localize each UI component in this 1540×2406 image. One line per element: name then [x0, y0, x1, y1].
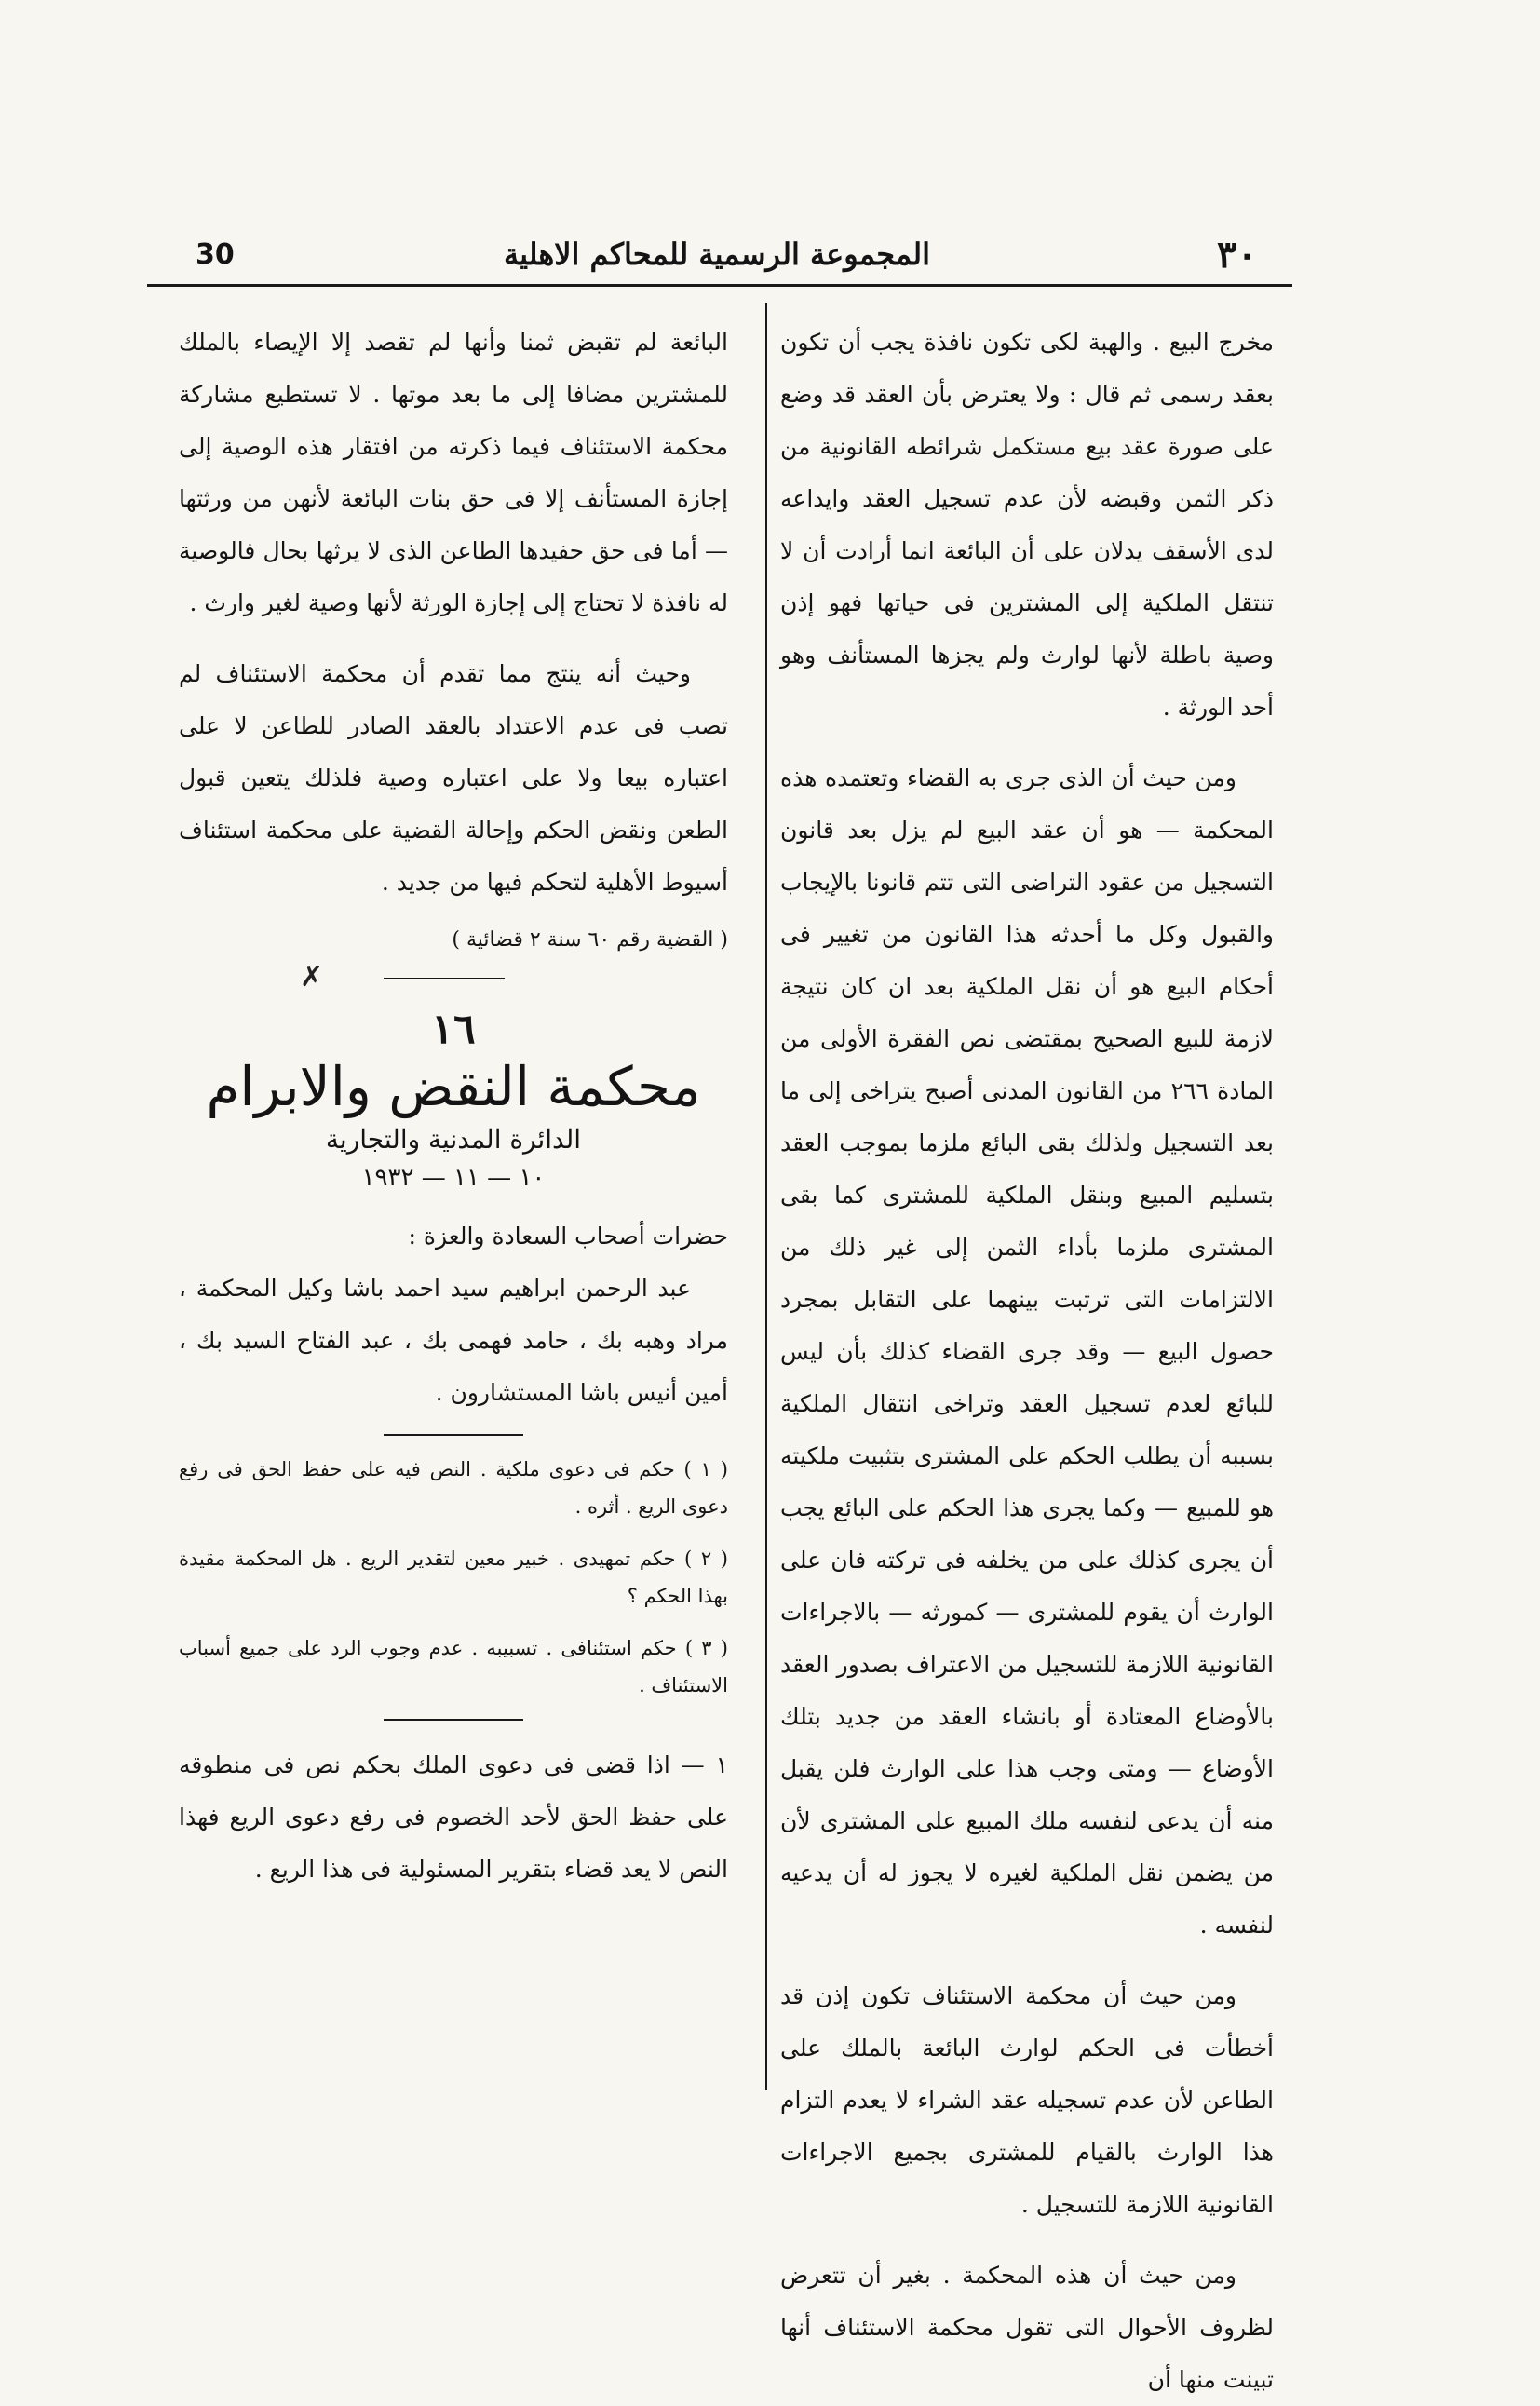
right-column [780, 317, 1274, 2406]
right-paragraph-4: ومن حيث أن هذه المحكمة . بغير أن تتعرض لظروف الأحوال التى تقول محكمة الاستئناف أنها تبينت منها أن [780, 2262, 1274, 2393]
separator-line [384, 978, 505, 980]
right-paragraph-3: ومن حيث أن محكمة الاستئناف تكون إذن قد أخطأت فى الحكم لوارث البائعة بالملك على الطاعن لأن عدم تسجيله عقد الشراء لا يعدم التزام هذا الوارث بالقيام للمشترى بجميع الاجراءات القانونية اللازمة للتسجيل . [780, 1982, 1274, 2218]
column-divider [765, 303, 767, 2090]
handwritten-x-mark: ✗ [300, 961, 324, 993]
left-paragraph-1: البائعة لم تقبض ثمنا وأنها لم تقصد إلا الإيصاء بالملك للمشترين مضافا إلى ما بعد موتها . لا تستطيع مشاركة محكمة الاستئناف فيما ذكرته من افتقار هذه الوصية إلى إجازة المستأنف إلا فى حق بنات البائعة لأنهن من ورثتها — أما فى حق حفيدها الطاعن الذى لا يرثها بحال فالوصية له نافذة لا تحتاج إلى إجازة الورثة لأنها وصية لغير وارث . [179, 329, 728, 616]
case-citation: ( القضية رقم ٦٠ سنة ٢ قضائية ) [452, 928, 728, 952]
right-paragraph-1: مخرج البيع . والهبة لكى تكون نافذة يجب أن تكون بعقد رسمى ثم قال : ولا يعترض بأن العقد قد وضع على صورة عقد بيع مستكمل شرائطه القانونية من ذكر الثمن وقبضه لأن عدم تسجيل العقد وايداعه لدى الأسقف يدلان على أن البائعة انما أرادت أن لا تنتقل الملكية إلى المشترين فى حياتها فهو إذن وصية باطلة لأنها لوارث ولم يجزها المستأنف وهو أحد الورثة . [780, 329, 1274, 721]
header-rule [147, 284, 1292, 287]
summary-item-1: ( ١ ) حكم فى دعوى ملكية . النص فيه على حفظ الحق فى رفع دعوى الريع . أثره . [179, 1458, 728, 1518]
left-column [179, 317, 728, 1896]
summary-item-3: ( ٣ ) حكم استئنافى . تسبيبه . عدم وجوب الرد على جميع أسباب الاستئناف . [179, 1637, 728, 1696]
principle-rule [384, 1719, 523, 1721]
left-paragraph-2: وحيث أنه ينتج مما تقدم أن محكمة الاستئناف لم تصب فى عدم الاعتداد بالعقد الصادر للطاعن لا على اعتباره بيعا ولا على اعتباره وصية فلذلك يتعين قبول الطعن ونقض الحكم وإحالة القضية على محكمة استئناف أسيوط الأهلية لتحكم فيها من جديد . [179, 660, 728, 896]
judgment-date: ١٠ — ١١ — ١٩٣٢ [361, 1164, 546, 1192]
court-name: محكمة النقض والابرام [206, 1055, 701, 1118]
judges-intro: حضرات أصحاب السعادة والعزة : [408, 1223, 728, 1250]
summary-rule [384, 1434, 523, 1436]
page-header [140, 233, 1294, 289]
page-number-latin: 30 [196, 238, 235, 271]
judges-list: عبد الرحمن ابراهيم سيد احمد باشا وكيل المحكمة ، مراد وهبه بك ، حامد فهمى بك ، عبد الفتاح السيد بك ، أمين أنيس باشا المستشارون . [179, 1275, 728, 1406]
court-circuit: الدائرة المدنية والتجارية [325, 1124, 582, 1155]
principle-1: ١ — اذا قضى فى دعوى الملك بحكم نص فى منطوقه على حفظ الحق لأحد الخصوم فى رفع دعوى الريع فهذا النص لا يعد قضاء بتقرير المسئولية فى هذا الريع . [179, 1751, 728, 1883]
summary-item-2: ( ٢ ) حكم تمهيدى . خبير معين لتقدير الريع . هل المحكمة مقيدة بهذا الحكم ؟ [179, 1548, 728, 1607]
page-number-arabic: ٣٠ [1217, 233, 1257, 277]
right-paragraph-2: ومن حيث أن الذى جرى به القضاء وتعتمده هذه المحكمة — هو أن عقد البيع لم يزل بعد قانون التسجيل من عقود التراضى التى تتم قانونا بالإيجاب والقبول وكل ما أحدثه هذا القانون من تغيير فى أحكام البيع هو أن نقل الملكية بعد ان كان نتيجة لازمة للبيع الصحيح بمقتضى نص الفقرة الأولى من المادة ٢٦٦ من القانون المدنى أصبح يتراخى إلى ما بعد التسجيل ولذلك بقى البائع ملزما بموجب العقد بتسليم المبيع وبنقل الملكية للمشترى كما بقى المشترى ملزما بأداء الثمن إلى غير ذلك من الالتزامات التى ترتبت بينهما على التقابل بمجرد حصول البيع — وقد جرى القضاء كذلك بأن ليس للبائع لعدم تسجيل العقد وتراخى انتقال الملكية بسببه أن يطلب الحكم على المشترى بتثبيت ملكيته هو للمبيع — وكما يجرى هذا الحكم على البائع يجب أن يجرى كذلك على من يخلفه فى تركته فان على الوارث أن يقوم للمشترى — كمورثه — بالاجراءات القانونية اللازمة للتسجيل من الاعتراف بصدور العقد بالأوضاع المعتادة أو بانشاء العقد من جديد بتلك الأوضاع — ومتى وجب هذا على الوارث فلن يقبل منه أن يدعى لنفسه ملك المبيع على المشترى لأن من يضمن نقل الملكية لغيره لا يجوز له أن يدعيه لنفسه . [780, 764, 1275, 1939]
running-title: المجموعة الرسمية للمحاكم الاهلية [503, 237, 931, 272]
case-separator [179, 959, 728, 1000]
case-number: ١٦ [431, 1006, 476, 1053]
